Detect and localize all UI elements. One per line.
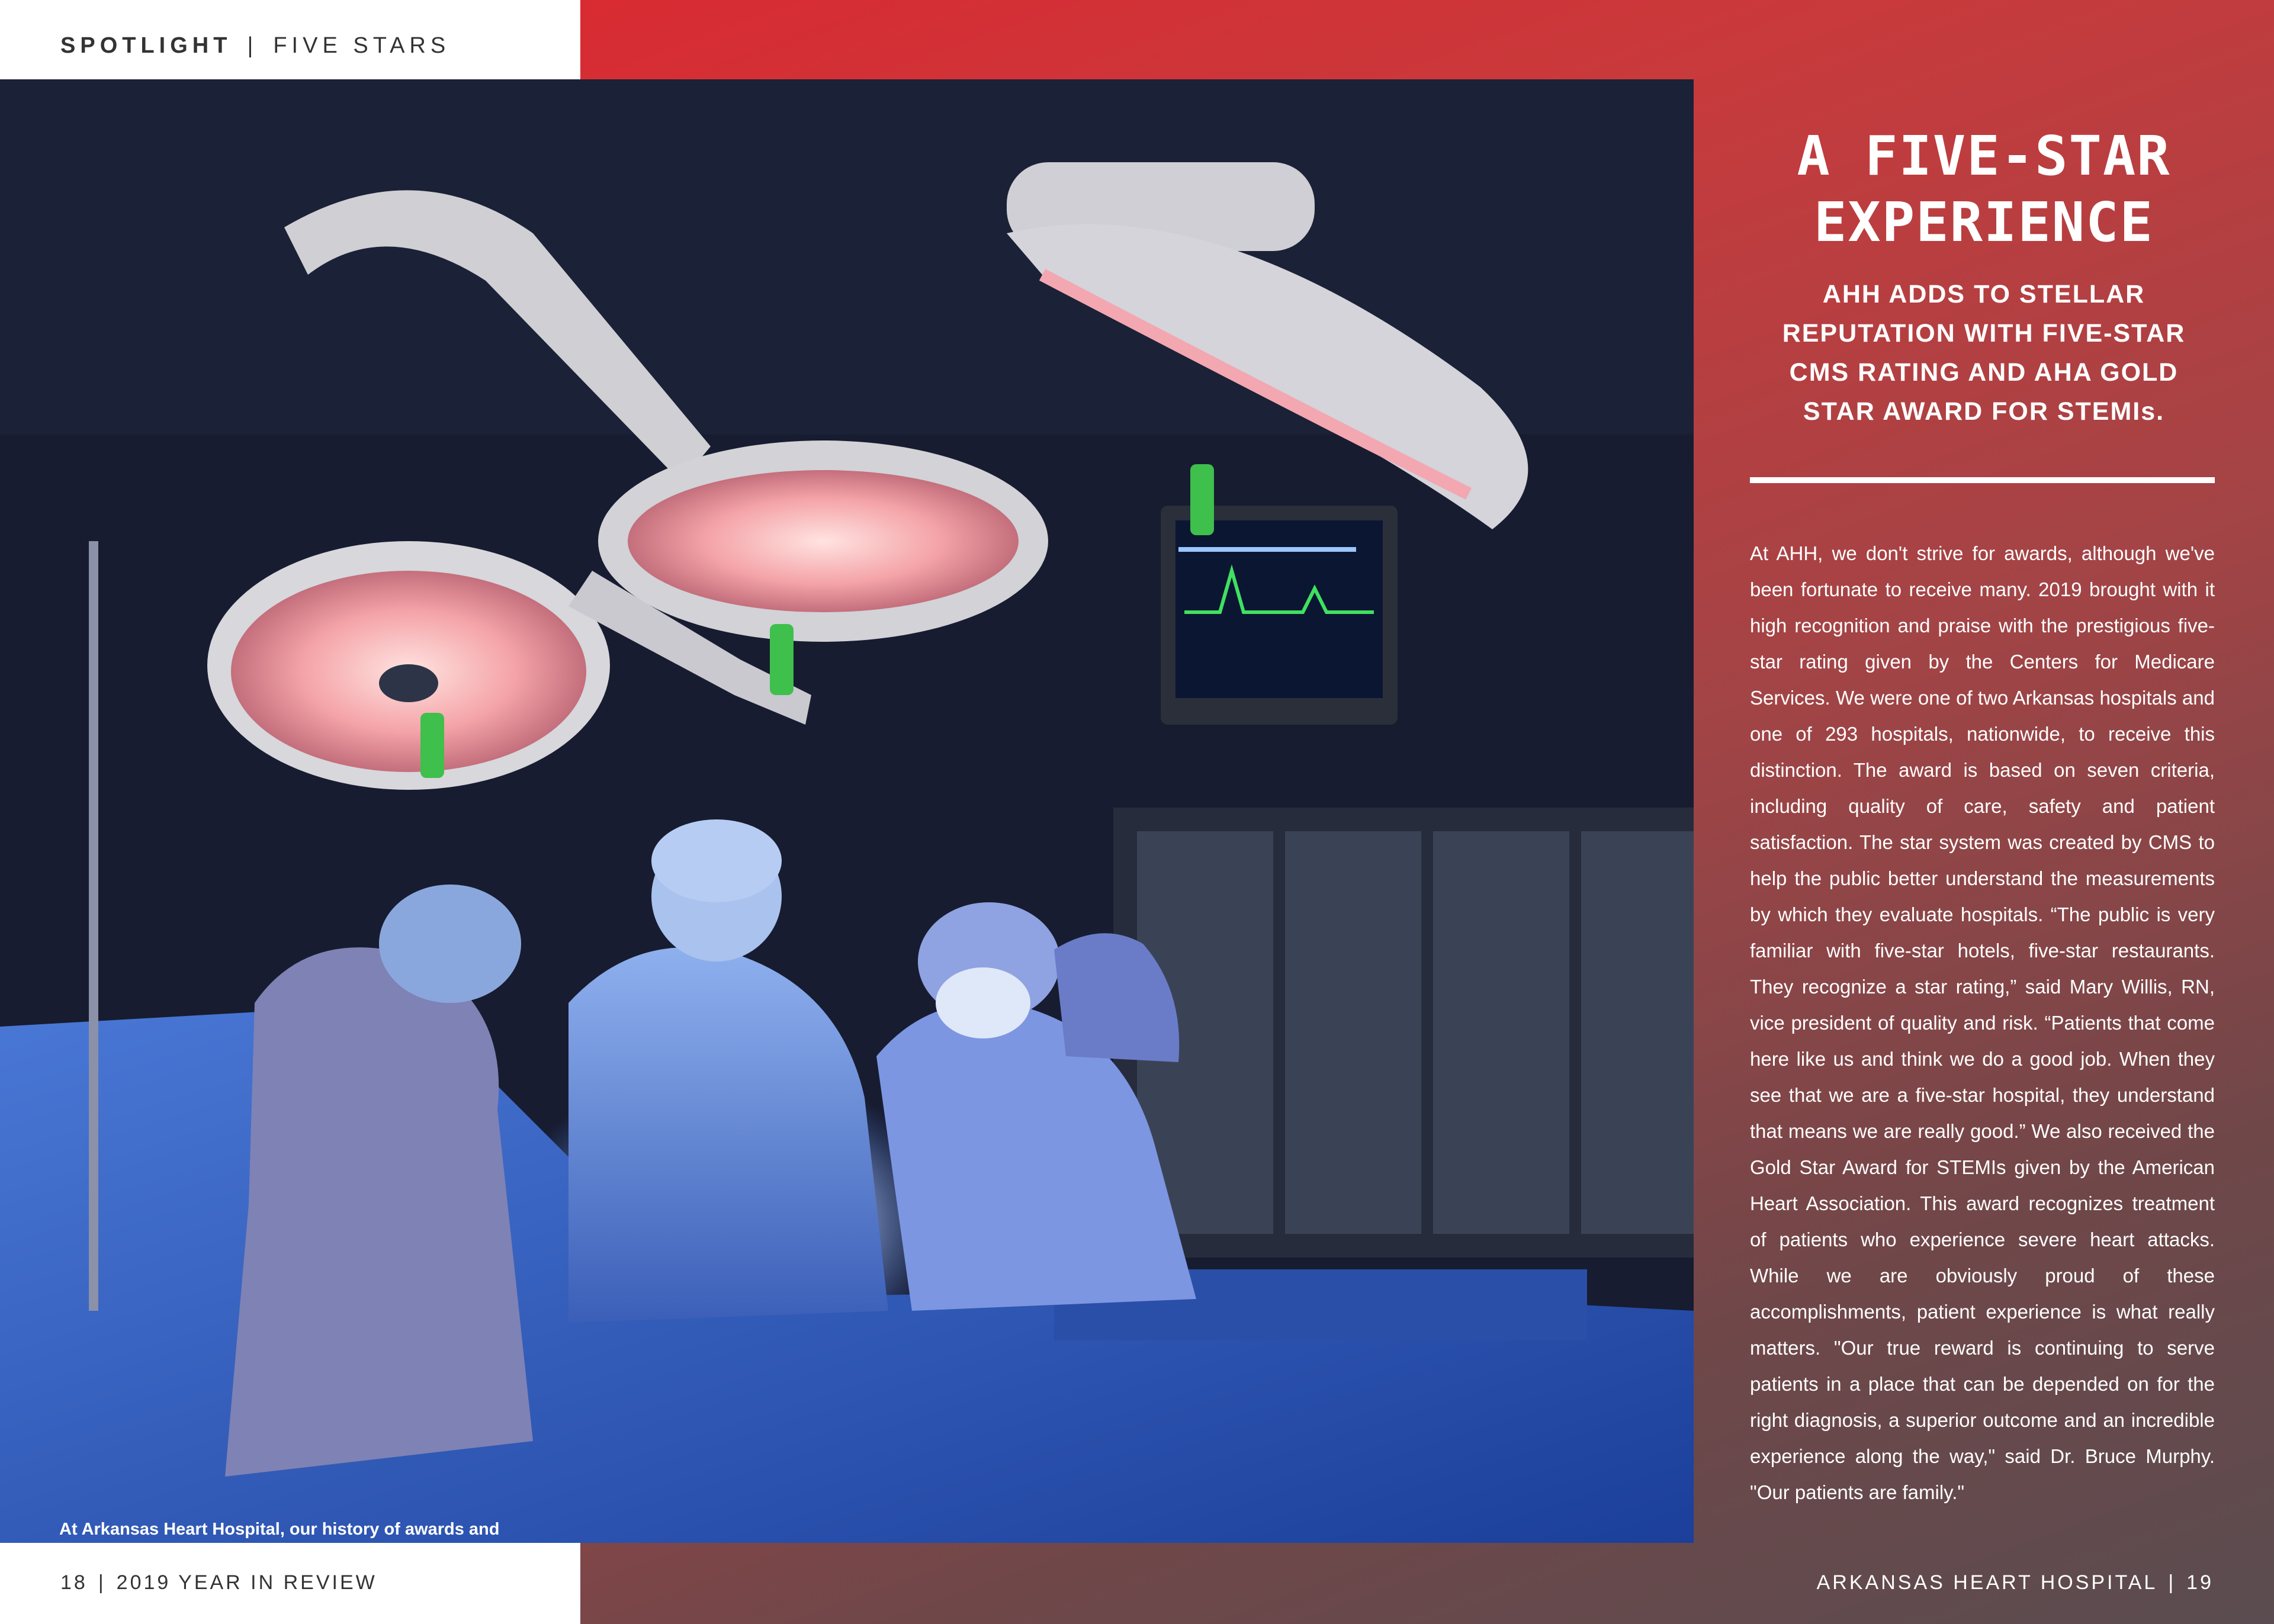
- article-column: [1694, 79, 2274, 1543]
- left-page-number: 18: [60, 1571, 88, 1594]
- footer-left: [60, 1568, 377, 1597]
- footer-separator-left: |: [98, 1571, 106, 1594]
- surgery-photo-illustration: [0, 79, 1694, 1543]
- section-header: [60, 31, 450, 60]
- footer-separator-right: |: [2168, 1571, 2176, 1594]
- article-subhead: AHH ADDS TO STELLAR REPUTATION WITH FIVE-STAR CMS RATING AND AHA GOLD STAR AWARD FOR STEMIs.: [1782, 280, 2186, 426]
- headline-line-2: EXPERIENCE: [1814, 191, 2154, 254]
- photo-caption: At Arkansas Heart Hospital, our history of awards and: [59, 1520, 500, 1539]
- left-footer-title: 2019 YEAR IN REVIEW: [116, 1571, 377, 1594]
- right-footer-title: ARKANSAS HEART HOSPITAL: [1816, 1571, 2158, 1594]
- section-topic: FIVE STARS: [273, 33, 451, 58]
- surgery-photo: [0, 79, 1694, 1543]
- article-headline: [1753, 123, 2215, 256]
- footer-right: [1817, 1568, 2214, 1597]
- article-body: At AHH, we don't strive for awards, although we've been fortunate to receive many. 2019 brought with it high recognition and praise with the prestigious five-star rating given by the Centers for Medicare Services. We were one of two Arkansas hospitals and one of 293 hospitals, nationwide, to receive this distinction. The award is based on seven criteria, including quality of care, safety and patient satisfaction. The star system was created by CMS to help the public better understand the measurements by which they evaluate hospitals. “The public is very familiar with five-star hotels, five-star restaurants. They recognize a star rating,” said Mary Willis, RN, vice president of quality and risk. “Patients that come here like us and think we do a good job. When they see that we are a five-star hospital, they understand that means we are really good.” We also received the Gold Star Award for STEMIs given by the American Heart Association. This award recognizes treatment of patients who experience severe heart attacks. While we are obviously proud of these accomplishments, patient experience is what really matters. "Our true reward is continuing to serve patients in a place that can be depended on for the right diagnosis, a superior outcome and an incredible experience along the way," said Dr. Bruce Murphy. "Our patients are family.": [1750, 542, 2215, 1503]
- right-page-number: 19: [2186, 1571, 2214, 1594]
- section-name: SPOTLIGHT: [60, 33, 232, 58]
- header-separator: |: [247, 33, 258, 58]
- headline-line-1: A FIVE-STAR: [1797, 124, 2171, 188]
- divider-rule: [1750, 477, 2215, 483]
